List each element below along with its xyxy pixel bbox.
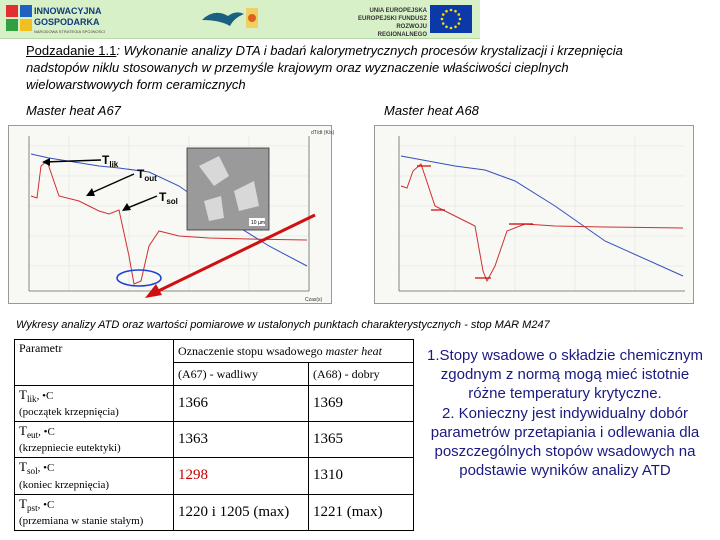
header-banner: [0, 0, 480, 39]
param-subscript: eut: [26, 430, 39, 441]
chart-caption: Wykresy analizy ATD oraz wartości pomiarowe w ustalonych punktach charakterystycznych - stop MAR M247: [16, 319, 550, 331]
program-bird-logo-icon: [200, 6, 260, 32]
eu-line1: UNIA EUROPEJSKA: [369, 8, 427, 14]
scale-label: 10 µm: [251, 220, 265, 226]
tsol-sub: sol: [166, 197, 178, 206]
eu-line2: EUROPEJSKI FUNDUSZ: [357, 16, 427, 22]
head-designation: [174, 340, 414, 363]
param-desc: (krzepniecie eutektyki): [19, 442, 121, 455]
tlik-sym: T: [102, 153, 110, 167]
dta-chart-a68-graphic: [375, 126, 693, 303]
ig-line2: GOSPODARKA: [34, 17, 100, 27]
a68-value: 1365: [309, 422, 414, 458]
dta-chart-a68: [374, 125, 694, 304]
param-symbol: T: [19, 459, 27, 475]
conclusion-2: 2. Konieczny jest indywidualny dobór parametrów przetapiania i odlewania dla poszczególnych stopów wsadowych na podstawie wyników analizy ATD: [430, 404, 700, 480]
head-param: Parametr: [15, 340, 174, 386]
param-unit: , •C: [37, 498, 55, 511]
param-symbol: T: [19, 387, 27, 402]
param-cell: [15, 494, 174, 530]
table-row: [15, 386, 414, 422]
a67-value: 1363: [174, 422, 309, 458]
parameter-table: [14, 339, 414, 531]
eu-logo-text: [355, 7, 427, 39]
conclusions: [420, 346, 710, 480]
a68-value: 1221 (max): [309, 494, 414, 530]
param-unit: , •C: [38, 426, 55, 439]
param-desc: (początek krzepnięcia): [19, 406, 119, 419]
a67-value: 1366: [174, 386, 309, 422]
innowacyjna-gospodarka-logo-icon: [4, 3, 34, 33]
head-designation-text: Oznaczenie stopu wsadowego: [178, 343, 323, 358]
tsol-sym: T: [159, 190, 167, 204]
tlik-sub: lik: [109, 160, 119, 169]
param-unit: , •C: [37, 462, 55, 475]
param-symbol: T: [19, 495, 27, 511]
table-row: [15, 422, 414, 458]
param-subscript: sol: [26, 466, 38, 477]
param-desc: (przemiana w stanie stałym): [19, 514, 144, 527]
param-cell: [15, 458, 174, 494]
tout-sym: T: [137, 167, 145, 181]
master-heat-a68-title: Master heat A68: [384, 103, 479, 118]
eu-flag-icon: [430, 5, 472, 33]
param-symbol: T: [19, 423, 27, 439]
a68-value: 1369: [309, 386, 414, 422]
param-desc: (koniec krzepnięcia): [19, 478, 110, 491]
a67-value: 1220 i 1205 (max): [174, 494, 309, 530]
master-heat-a67-title: Master heat A67: [26, 103, 121, 118]
param-cell: [15, 386, 174, 422]
param-subscript: pst: [26, 502, 38, 513]
a68-value: 1310: [309, 458, 414, 494]
left-chart-xend-label: Czas(s): [305, 297, 323, 303]
red-pointer-arrow-icon: [140, 195, 340, 305]
ig-sub: NARODOWA STRATEGIA SPÓJNOŚCI: [34, 29, 106, 34]
tout-sub: out: [144, 174, 157, 183]
subtask-description: [26, 42, 666, 93]
table-header-row: [15, 340, 414, 363]
tout-label: [137, 167, 157, 183]
tlik-label: [102, 153, 119, 169]
col-a68: (A68) - dobry: [309, 363, 414, 386]
ig-logo-text: [34, 6, 102, 28]
param-cell: [15, 422, 174, 458]
a67-value-highlighted: 1298: [174, 458, 309, 494]
conclusion-1: 1.Stopy wsadowe o składzie chemicznym zgodnym z normą mogą mieć istotnie różne temperatury krytyczne.: [427, 347, 703, 403]
left-chart-ytop-label: dT/dt (K/s): [311, 130, 335, 136]
subtask-lead: Podzadanie 1.1: [26, 43, 117, 58]
col-a67: (A67) - wadliwy: [174, 363, 309, 386]
subtask-text: : Wykonanie analizy DTA i badań kalorymetrycznych procesów krystalizacji i krzepnięcia nadstopów niklu stosowanych w przemyśle krajowym oraz wyznaczenie właściwości cieplnych wielowarstwowych form ceramicznych: [26, 43, 623, 92]
eu-line3: ROZWOJU REGIONALNEGO: [377, 24, 427, 38]
ig-line1: INNOWACYJNA: [34, 6, 102, 16]
table-row: [15, 458, 414, 494]
param-unit: , •C: [36, 390, 54, 402]
table-row: [15, 494, 414, 530]
head-master: master heat: [325, 343, 382, 358]
param-subscript: lik: [26, 394, 37, 405]
